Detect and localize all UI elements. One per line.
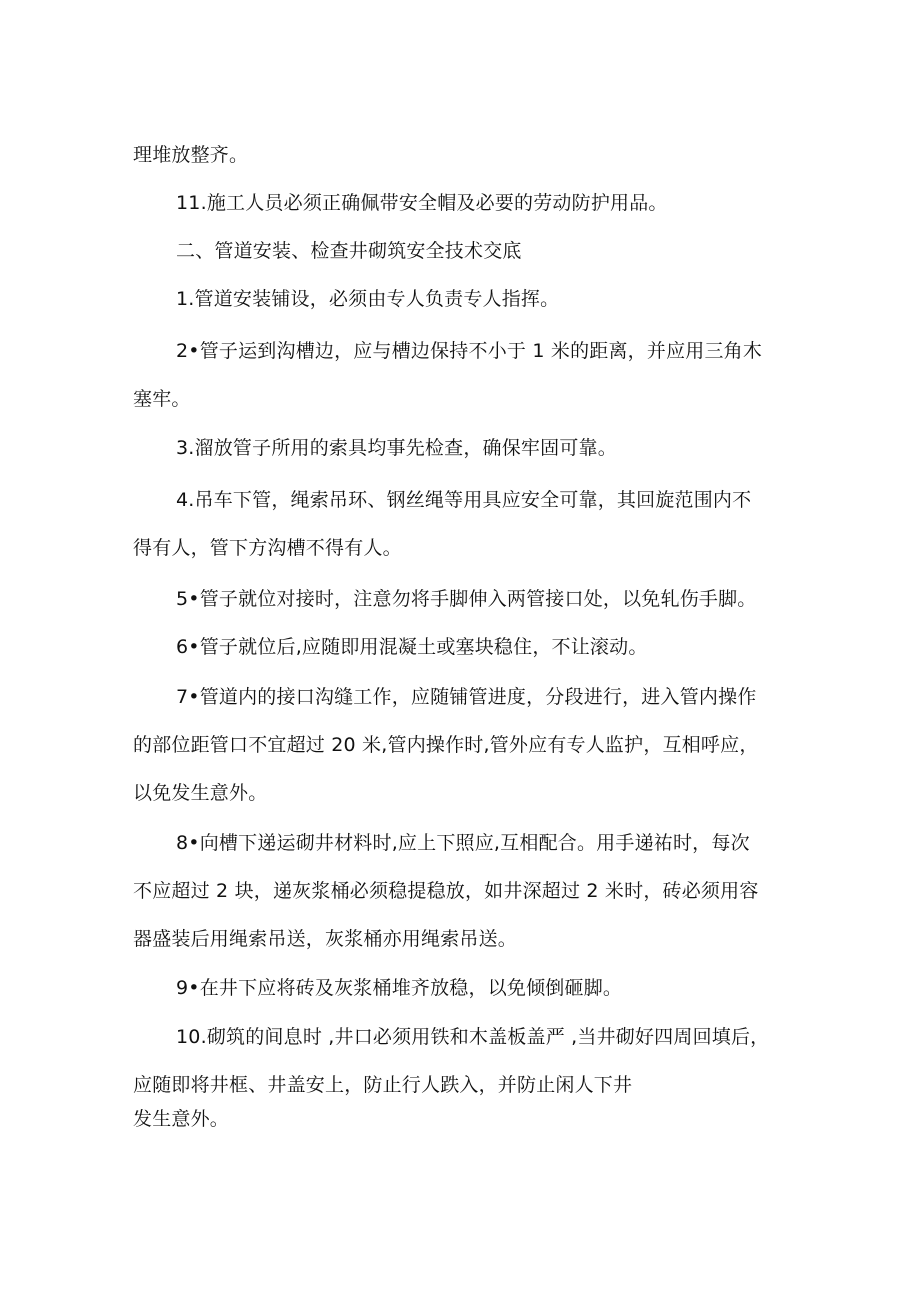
item-10-line-2: 应随即将井框、井盖安上，防止行人跌入，并防止闲人下井 (133, 1074, 633, 1096)
item-11-line: 11.施工人员必须正确佩带安全帽及必要的劳动防护用品。 (176, 192, 668, 214)
item-7-line-3: 以免发生意外。 (133, 782, 268, 804)
item-8-line-2: 不应超过 2 块，递灰浆桶必须稳提稳放，如井深超过 2 米时，砖必须用容 (133, 880, 759, 902)
item-4-line-2: 得有人，管下方沟槽不得有人。 (133, 537, 402, 559)
item-6-line: 6•管子就位后,应随即用混凝土或塞块稳住，不让滚动。 (176, 636, 648, 658)
item-1-line: 1.管道安装铺设，必须由专人负责专人指挥。 (176, 288, 560, 310)
item-4-line-1: 4.吊车下管，绳索吊环、钢丝绳等用具应安全可靠，其回旋范围内不 (176, 489, 752, 511)
item-10-line-1: 10.砌筑的间息时 ,井口必须用铁和木盖板盖严 ,当井砌好四周回填后， (176, 1026, 770, 1048)
item-7-line-2: 的部位距管口不宜超过 20 米,管内操作时,管外应有专人监护，互相呼应， (133, 734, 759, 756)
item-2-line-2: 塞牢。 (133, 388, 191, 410)
item-3-line: 3.溜放管子所用的索具均事先检查，确保牢固可靠。 (176, 437, 617, 459)
section-heading-2: 二、管道安装、检查井砌筑安全技术交底 (176, 240, 522, 262)
item-8-line-3: 器盛装后用绳索吊送，灰浆桶亦用绳索吊送。 (133, 928, 518, 950)
item-7-line-1: 7•管道内的接口沟缝工作，应随铺管进度，分段进行，进入管内操作 (176, 686, 757, 708)
item-8-line-1: 8•向槽下递运砌井材料时,应上下照应,互相配合。用手递祐时，每次 (176, 832, 750, 854)
item-2-line-1: 2•管子运到沟槽边，应与槽边保持不小于 1 米的距离，并应用三角木 (176, 340, 763, 362)
item-5-line: 5•管子就位对接时，注意勿将手脚伸入两管接口处，以免轧伤手脚。 (176, 588, 757, 610)
item-9-line: 9•在井下应将砖及灰浆桶堆齐放稳，以免倾倒砸脚。 (176, 977, 623, 999)
text-line-1: 理堆放整齐。 (133, 144, 249, 166)
item-10-line-3: 发生意外。 (133, 1108, 230, 1130)
